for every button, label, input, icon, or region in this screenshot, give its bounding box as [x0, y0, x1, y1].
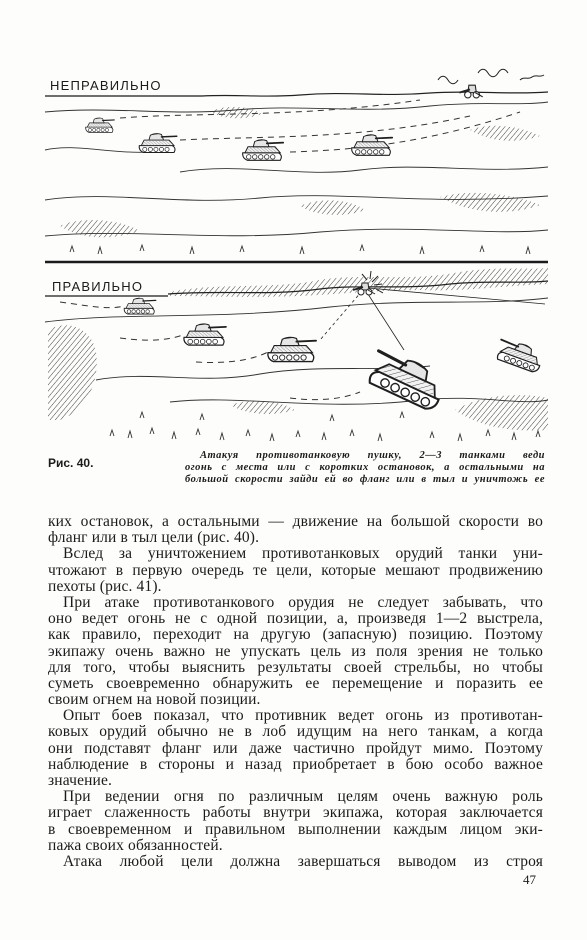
figure-40-illustration: [0, 0, 587, 450]
movement-paths: [120, 100, 520, 152]
text-line: в своевременном и правильном выполнении каждым лицом эки-: [48, 820, 543, 838]
text-line: ковых орудий обычно не в лоб идущим на него танкам, а когда: [48, 723, 543, 741]
tank: [139, 134, 177, 153]
paragraph: [48, 708, 543, 789]
tank: [184, 324, 226, 345]
text-line: фланг или в тыл цели (рис. 40).: [48, 529, 260, 547]
tank: [352, 135, 393, 155]
text-line: наблюдение в стороны и назад приобретает в бою особо важное: [48, 755, 543, 773]
text-line: оно ведет огонь не с одной позиции, а, произведя 1—2 выстрела,: [48, 610, 543, 628]
panel-wrong: [45, 69, 548, 254]
text-line: пажа своих обязанностей.: [48, 836, 223, 854]
tank: [495, 337, 545, 374]
text-line: При ведении огня по различным целям очень важную роль: [63, 788, 543, 806]
caption-line: огонь с места или с коротких остановок, а остальными на: [185, 462, 545, 473]
text-line: Опыт боев показал, что противник ведет огонь из противотан-: [63, 707, 543, 725]
paragraph: [48, 595, 543, 708]
text-line: Вслед за уничтожением противотанковых орудий танки уни-: [63, 545, 543, 563]
text-line: суметь своевременно обнаружить ее перемещение и поразить ее: [48, 674, 543, 692]
paragraph: [48, 854, 543, 870]
anti-tank-gun: [459, 85, 482, 98]
tank: [124, 298, 156, 314]
caption-line: большой скорости зайди ей во фланг или в тыл и уничтожь ее: [185, 474, 545, 485]
text-line: пехоты (рис. 41).: [48, 577, 162, 595]
text-line: играет слаженность работы внутри экипажа, которая заключается: [48, 804, 543, 822]
text-line: для того, чтобы выяснить результаты своей стрельбы, но чтобы: [48, 658, 543, 676]
text-line: чтожают в первую очередь те цели, которые мешают продвижению: [48, 561, 543, 579]
text-line: своим огнем на новой позиции.: [48, 691, 261, 709]
text-line: При атаке противотанкового орудия не следует забывать, что: [63, 593, 543, 611]
panel-label-wrong: НЕПРАВИЛЬНО: [50, 78, 162, 93]
text-line: как правило, переходит на другую (запасную) позицию. Поэтому: [48, 626, 543, 644]
tank: [86, 118, 115, 132]
figure-number: Рис. 40.: [48, 456, 94, 470]
figure-caption: [185, 450, 545, 486]
movement-paths: [60, 302, 360, 400]
page-number: 47: [523, 872, 536, 887]
paragraph: [48, 546, 543, 595]
text-line: Атака любой цели должна завершаться выводом из строя: [63, 852, 543, 870]
text-line: они подставят фланг или даже частично пройдут мимо. Поэтому: [48, 739, 543, 757]
text-line: ких остановок, а остальными — движение на большой скорости во: [48, 513, 543, 530]
body-text: [48, 514, 543, 870]
paragraph: [48, 514, 543, 546]
panel-label-right: ПРАВИЛЬНО: [52, 279, 144, 294]
fire-lines: [320, 288, 545, 350]
grass: [70, 245, 530, 254]
tank: [268, 337, 316, 361]
tank: [243, 140, 284, 160]
tank: [365, 346, 449, 412]
text-line: значение.: [48, 772, 113, 789]
tree-line: [438, 69, 544, 84]
paragraph: [48, 789, 543, 854]
text-line: экипажу очень важно не упускать цель из поля зрения не только: [48, 642, 543, 660]
terrain-contours: [45, 102, 548, 236]
horizon-line: [202, 92, 548, 96]
caption-line: Атакуя противотанковую пушку, 2—3 танками веди: [200, 450, 545, 461]
